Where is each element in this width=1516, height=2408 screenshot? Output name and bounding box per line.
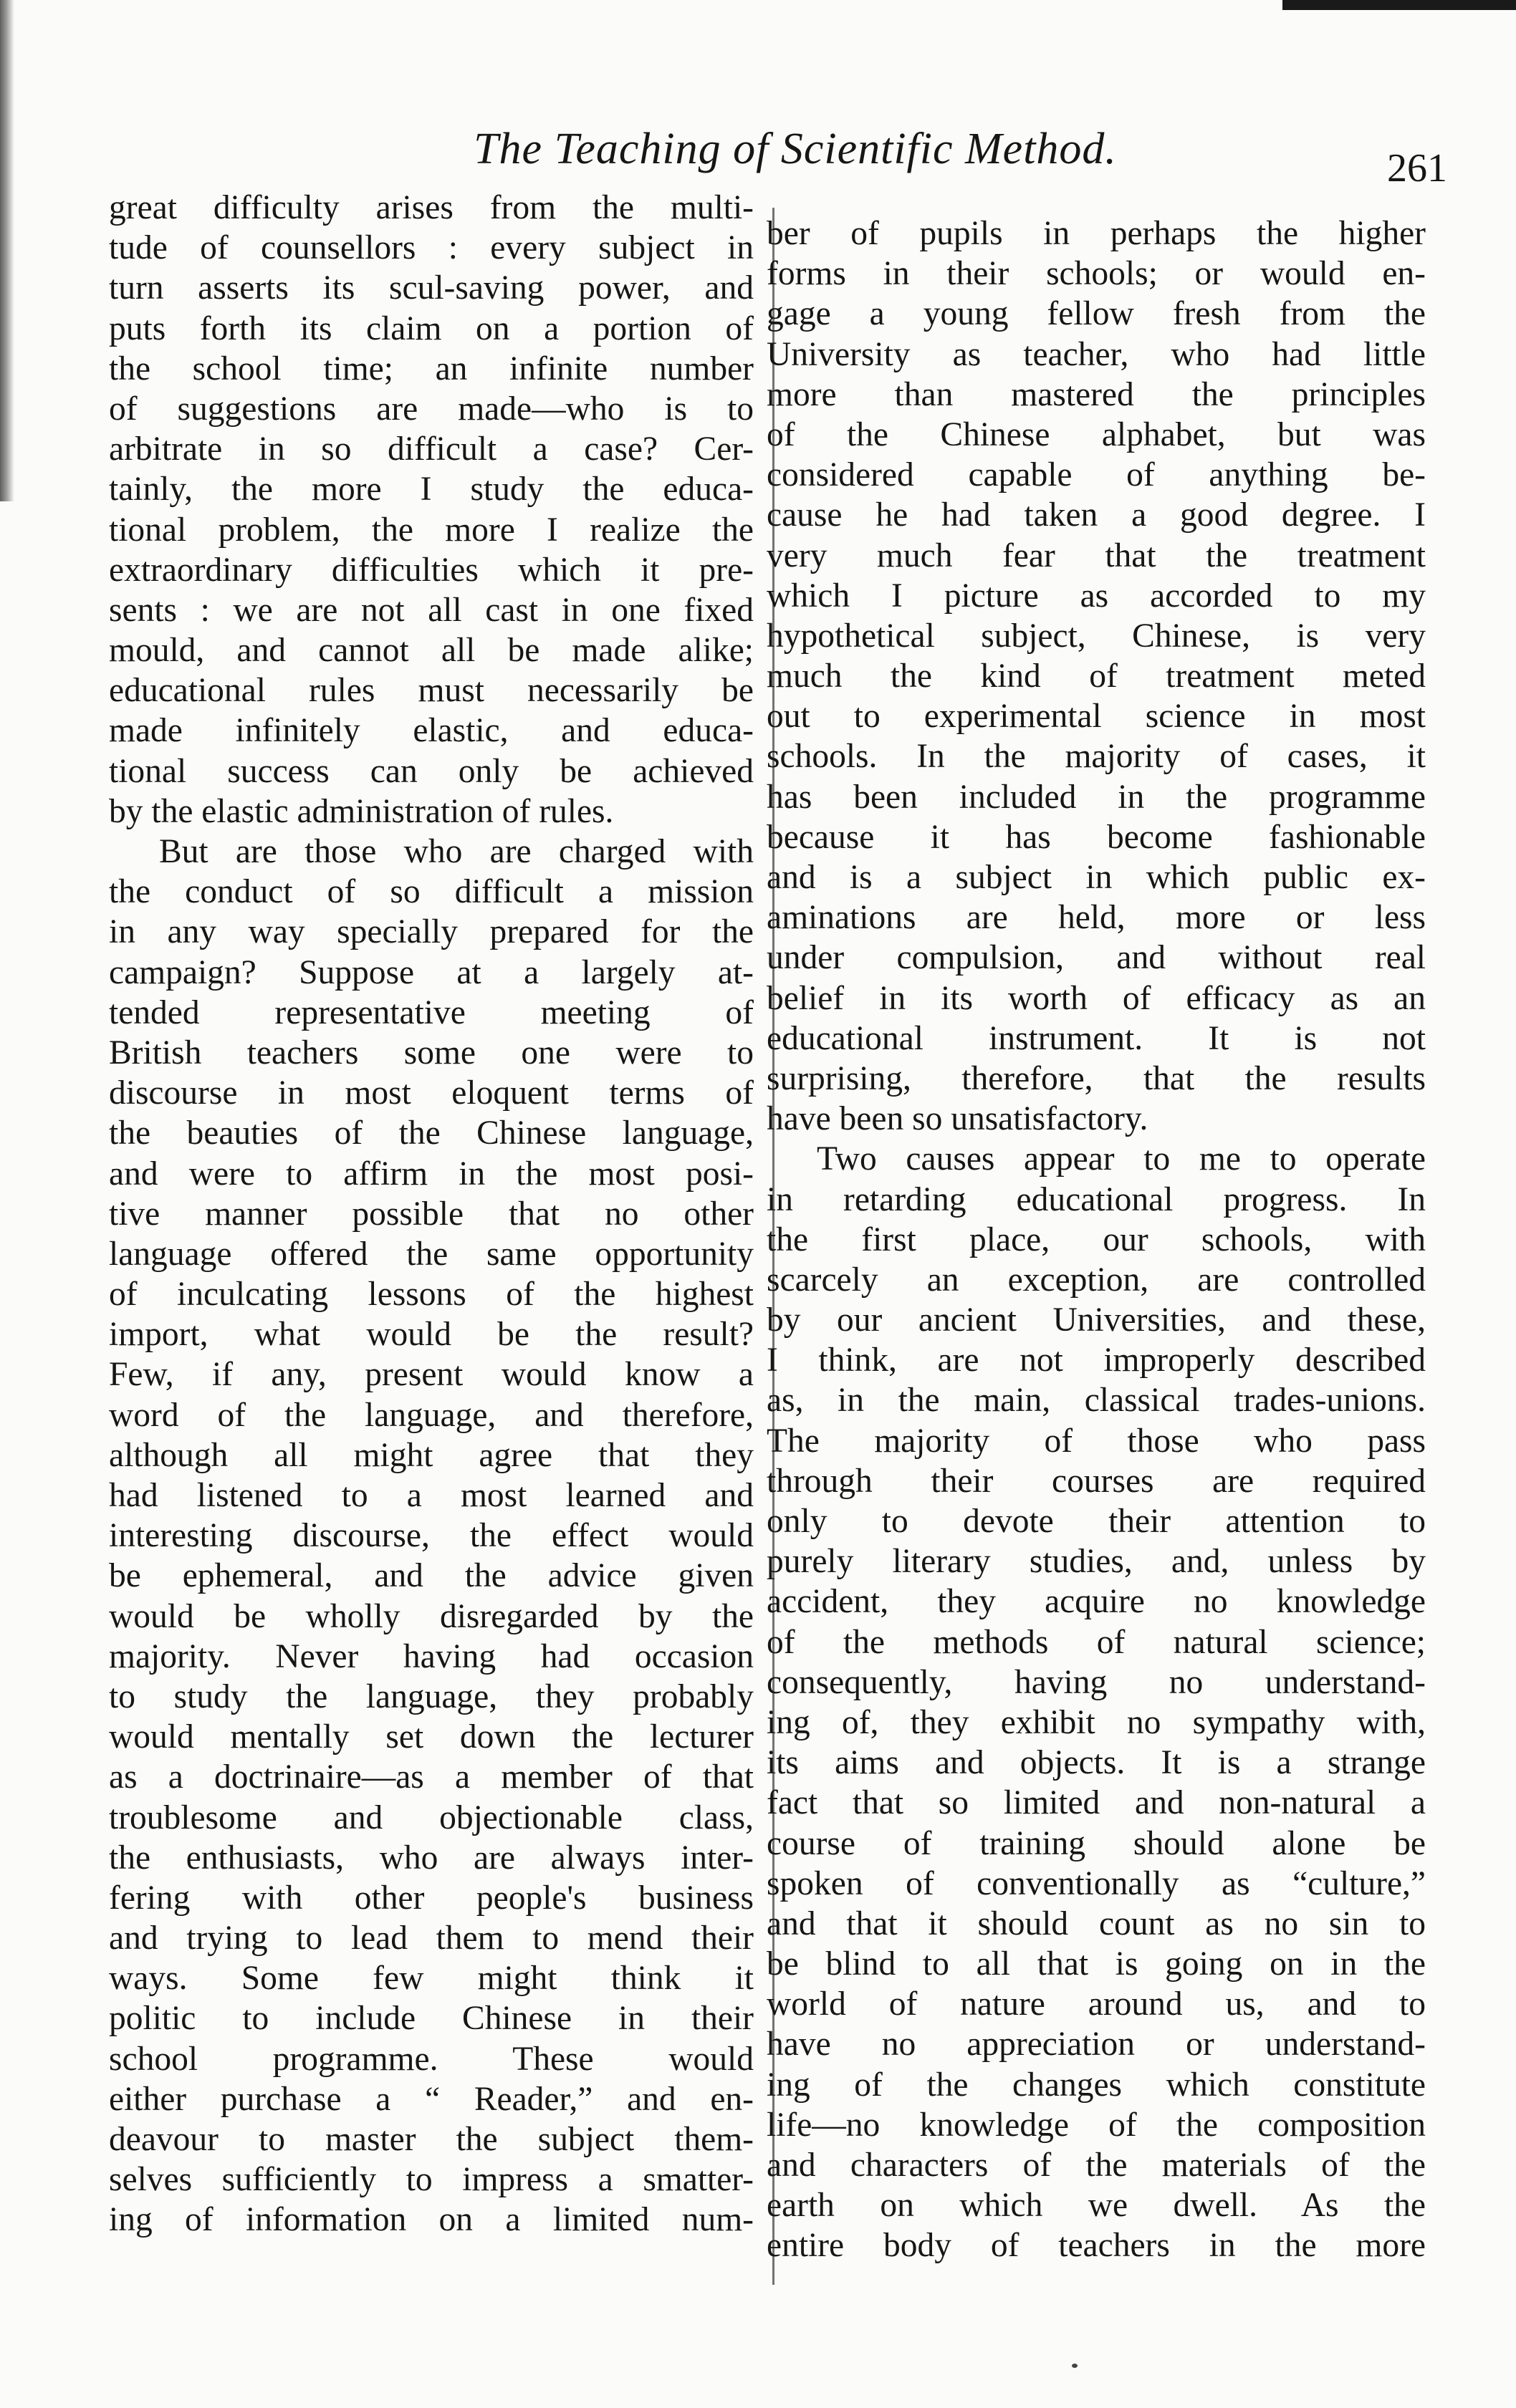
text-line: and is a subject in which public ex- (767, 859, 1426, 896)
text-line: which I picture as accorded to my (767, 577, 1426, 615)
page-left-edge-shadow (0, 0, 14, 501)
text-line: entire body of teachers in the more (767, 2227, 1426, 2265)
text-line: surprising, therefore, that the results (767, 1059, 1426, 1097)
text-line: be blind to all that is going on in the (767, 1945, 1426, 1983)
text-line: out to experimental science in most (767, 698, 1426, 736)
text-line: puts forth its claim on a portion of (109, 309, 754, 347)
text-line: The majority of those who pass (767, 1422, 1426, 1460)
text-line: University as teacher, who had little (767, 335, 1426, 373)
text-line: politic to include Chinese in their (109, 2000, 754, 2038)
text-line: of the Chinese alphabet, but was (767, 415, 1426, 453)
text-line: and were to affirm in the most posi- (109, 1155, 754, 1193)
text-line: made infinitely elastic, and educa- (109, 712, 754, 750)
text-line: word of the language, and therefore, (109, 1396, 754, 1434)
text-line: its aims and objects. It is a strange (767, 1744, 1426, 1782)
text-line: extraordinary difficulties which it pre- (109, 551, 754, 589)
text-line: by the elastic administration of rules. (109, 792, 614, 830)
text-line: majority. Never having had occasion (109, 1637, 754, 1675)
text-line: great difficulty arises from the multi- (109, 189, 754, 226)
text-line: to study the language, they probably (109, 1677, 754, 1715)
text-line: under compulsion, and without real (767, 939, 1426, 977)
text-line: turn asserts its scul-saving power, and (109, 269, 754, 307)
text-line: because it has become fashionable (767, 818, 1426, 856)
text-line: language offered the same opportunity (109, 1235, 754, 1273)
left-text-column (109, 188, 754, 2240)
text-line: accident, they acquire no knowledge (767, 1583, 1426, 1621)
text-line: much the kind of treatment meted (767, 658, 1426, 695)
text-line: tended representative meeting of (109, 993, 754, 1031)
text-line: educational instrument. It is not (767, 1019, 1426, 1057)
text-line: and characters of the materials of the (767, 2147, 1426, 2184)
text-line: sents : we are not all cast in one fixed (109, 591, 754, 629)
text-line: gage a young fellow fresh from the (767, 295, 1426, 333)
text-line: considered capable of anything be- (767, 456, 1426, 494)
text-line: the enthusiasts, who are always inter- (109, 1839, 754, 1877)
text-line: of suggestions are made—who is to (109, 390, 754, 428)
text-line: tude of counsellors : every subject in (109, 229, 754, 267)
text-line: ing of information on a limited num- (109, 2201, 754, 2239)
text-line: Few, if any, present would know a (109, 1356, 754, 1394)
text-line: import, what would be the result? (109, 1316, 754, 1354)
text-line: more than mastered the principles (767, 375, 1426, 413)
text-line: ways. Some few might think it (109, 1960, 754, 1998)
text-line: troublesome and objectionable class, (109, 1798, 754, 1836)
text-line: only to devote their attention to (767, 1503, 1426, 1540)
text-line: cause he had taken a good degree. I (767, 496, 1426, 534)
text-line: campaign? Suppose at a largely at- (109, 953, 754, 991)
text-line: the beauties of the Chinese language, (109, 1114, 754, 1152)
text-line: very much fear that the treatment (767, 536, 1426, 574)
text-line: consequently, having no understand- (767, 1663, 1426, 1701)
text-line: Two causes appear to me to operate (817, 1140, 1426, 1178)
text-line: either purchase a “ Reader,” and en- (109, 2080, 754, 2118)
text-line: would mentally set down the lecturer (109, 1718, 754, 1756)
text-line: tional problem, the more I realize the (109, 511, 754, 549)
text-line: I think, are not improperly described (767, 1342, 1426, 1379)
text-line: fering with other people's business (109, 1879, 754, 1917)
text-line: spoken of conventionally as “culture,” (767, 1864, 1426, 1902)
running-title: The Teaching of Scientific Method. (474, 125, 1117, 173)
text-line: forms in their schools; or would en- (767, 255, 1426, 293)
paper-speck (1072, 2364, 1078, 2368)
text-line: deavour to master the subject them- (109, 2121, 754, 2158)
text-line: school programme. These would (109, 2040, 754, 2078)
text-line: aminations are held, more or less (767, 899, 1426, 937)
text-line: arbitrate in so difficult a case? Cer- (109, 430, 754, 468)
text-line: have no appreciation or understand- (767, 2026, 1426, 2063)
right-text-column (752, 213, 1426, 2266)
page-number: 261 (1387, 146, 1447, 191)
text-line: British teachers some one were to (109, 1034, 754, 1071)
text-line: course of training should alone be (767, 1824, 1426, 1862)
text-line: be ephemeral, and the advice given (109, 1557, 754, 1595)
text-line: interesting discourse, the effect would (109, 1517, 754, 1555)
text-line: ing of the changes which constitute (767, 2066, 1426, 2104)
text-line: the school time; an infinite number (109, 350, 754, 387)
text-line: tive manner possible that no other (109, 1195, 754, 1233)
text-line: schools. In the majority of cases, it (767, 738, 1426, 776)
text-line: by our ancient Universities, and these, (767, 1301, 1426, 1339)
text-line: has been included in the programme (767, 778, 1426, 816)
text-line: fact that so limited and non-natural a (767, 1784, 1426, 1822)
text-line: selves sufficiently to impress a smatter- (109, 2161, 754, 2199)
text-line: had listened to a most learned and (109, 1477, 754, 1514)
text-line: tainly, the more I study the educa- (109, 471, 754, 509)
text-line: ber of pupils in perhaps the higher (767, 215, 1426, 252)
text-line: educational rules must necessarily be (109, 672, 754, 710)
text-line: through their courses are required (767, 1462, 1426, 1500)
text-line: as a doctrinaire—as a member of that (109, 1758, 754, 1796)
text-line: have been so unsatisfactory. (767, 1100, 1148, 1138)
text-line: belief in its worth of efficacy as an (767, 979, 1426, 1017)
text-line: of inculcating lessons of the highest (109, 1276, 754, 1314)
text-line: tional success can only be achieved (109, 752, 754, 790)
text-line: purely literary studies, and, unless by (767, 1543, 1426, 1581)
text-line: But are those who are charged with (159, 833, 754, 870)
text-line: scarcely an exception, are controlled (767, 1261, 1426, 1299)
text-line: although all might agree that they (109, 1436, 754, 1474)
text-line: in any way specially prepared for the (109, 913, 754, 951)
text-line: and that it should count as no sin to (767, 1904, 1426, 1942)
text-line: world of nature around us, and to (767, 1985, 1426, 2023)
text-line: hypothetical subject, Chinese, is very (767, 617, 1426, 655)
top-edge-rule (1282, 0, 1516, 10)
text-line: earth on which we dwell. As the (767, 2187, 1426, 2225)
text-line: discourse in most eloquent terms of (109, 1074, 754, 1112)
text-line: the first place, our schools, with (767, 1220, 1426, 1258)
text-line: the conduct of so difficult a mission (109, 873, 754, 911)
text-line: life—no knowledge of the composition (767, 2106, 1426, 2144)
text-line: ing of, they exhibit no sympathy with, (767, 1703, 1426, 1741)
text-line: and trying to lead them to mend their (109, 1920, 754, 1957)
text-line: would be wholly disregarded by the (109, 1597, 754, 1635)
text-line: of the methods of natural science; (767, 1623, 1426, 1661)
text-line: as, in the main, classical trades-unions. (767, 1382, 1426, 1420)
text-line: in retarding educational progress. In (767, 1180, 1426, 1218)
text-line: mould, and cannot all be made alike; (109, 632, 754, 670)
